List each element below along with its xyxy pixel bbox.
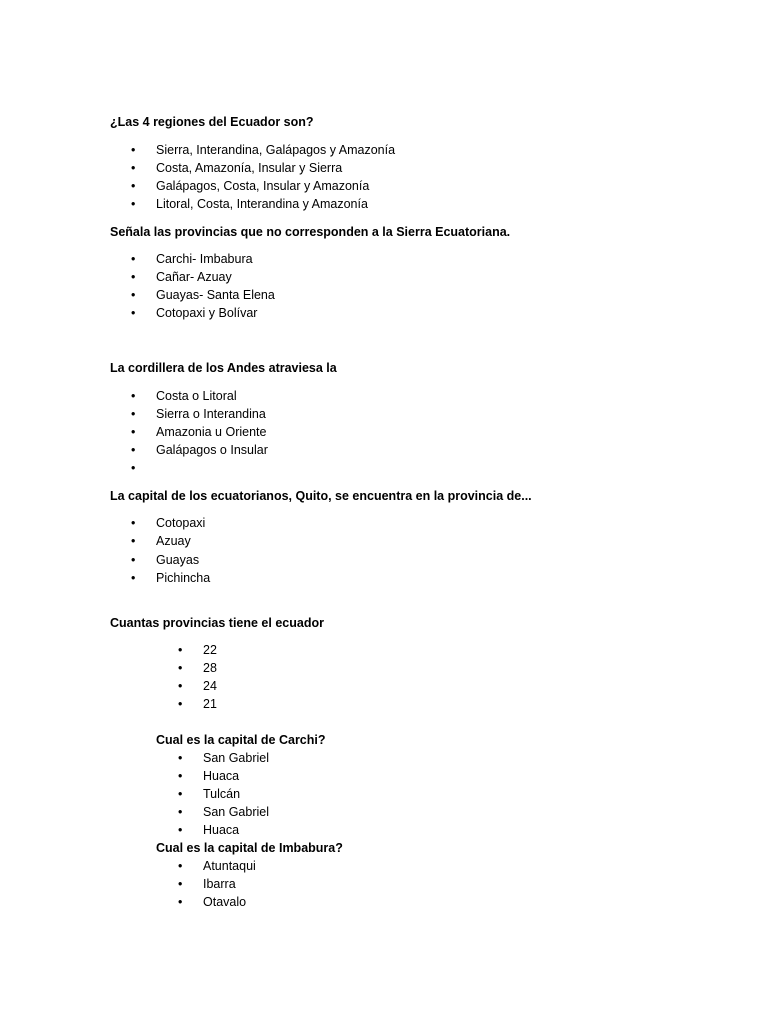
option-text: Cañar- Azuay (156, 270, 232, 284)
bullet: • (131, 143, 136, 157)
bullet: • (131, 389, 136, 403)
bullet: • (131, 179, 136, 193)
option-text: Galápagos o Insular (156, 443, 268, 457)
bullet: • (178, 895, 183, 909)
option-text: 21 (203, 697, 217, 711)
option-text: Huaca (203, 769, 240, 783)
option-text: Otavalo (203, 895, 247, 909)
option-text: San Gabriel (203, 751, 270, 765)
option-text: Costa o Litoral (156, 389, 237, 403)
bullet: • (131, 553, 136, 567)
bullet: • (131, 443, 136, 457)
question-andes: La cordillera de los Andes atraviesa la (110, 361, 337, 375)
bullet: • (178, 751, 183, 765)
bullet: • (131, 516, 136, 530)
option-text: Guayas (156, 553, 200, 567)
option-text: Carchi- Imbabura (156, 252, 253, 266)
question-regions: ¿Las 4 regiones del Ecuador son? (110, 115, 314, 129)
bullet: • (178, 643, 183, 657)
bullet: • (131, 288, 136, 302)
option-text: Costa, Amazonía, Insular y Sierra (156, 161, 343, 175)
question-carchi-capital: Cual es la capital de Carchi? (156, 733, 326, 747)
bullet: • (131, 252, 136, 266)
option-text: Cotopaxi y Bolívar (156, 306, 258, 320)
bullet: • (131, 571, 136, 585)
option-text: Galápagos, Costa, Insular y Amazonía (156, 179, 370, 193)
option-text: San Gabriel (203, 805, 270, 819)
option-text: Tulcán (203, 787, 241, 801)
bullet: • (178, 859, 183, 873)
question-imbabura-capital: Cual es la capital de Imbabura? (156, 841, 343, 855)
option-text: Pichincha (156, 571, 211, 585)
bullet: • (178, 697, 183, 711)
question-province-count: Cuantas provincias tiene el ecuador (110, 616, 324, 630)
bullet: • (131, 270, 136, 284)
bullet: • (178, 679, 183, 693)
bullet: • (178, 769, 183, 783)
option-text: Cotopaxi (156, 516, 206, 530)
question-provinces-not-sierra: Señala las provincias que no corresponden a la Sierra Ecuatoriana. (110, 225, 511, 239)
bullet: • (178, 805, 183, 819)
bullet: • (131, 306, 136, 320)
bullet: • (131, 197, 136, 211)
option-text: 28 (203, 661, 217, 675)
option-text: Huaca (203, 823, 240, 837)
bullet: • (131, 534, 136, 548)
option-text: Atuntaqui (203, 859, 256, 873)
option-text: 24 (203, 679, 217, 693)
option-text: Ibarra (203, 877, 236, 891)
question-quito-province: La capital de los ecuatorianos, Quito, se encuentra en la provincia de... (110, 489, 532, 503)
bullet: • (178, 823, 183, 837)
bullet: • (178, 661, 183, 675)
option-text: Litoral, Costa, Interandina y Amazonía (156, 197, 368, 211)
option-text: Azuay (156, 534, 191, 548)
bullet: • (131, 407, 136, 421)
bullet: • (131, 425, 136, 439)
option-text: Guayas- Santa Elena (156, 288, 275, 302)
bullet: • (131, 161, 136, 175)
option-text: 22 (203, 643, 217, 657)
option-text: Sierra, Interandina, Galápagos y Amazonía (156, 143, 396, 157)
bullet: • (131, 461, 136, 475)
bullet: • (178, 877, 183, 891)
option-text: Sierra o Interandina (156, 407, 266, 421)
bullet: • (178, 787, 183, 801)
option-text: Amazonia u Oriente (156, 425, 267, 439)
